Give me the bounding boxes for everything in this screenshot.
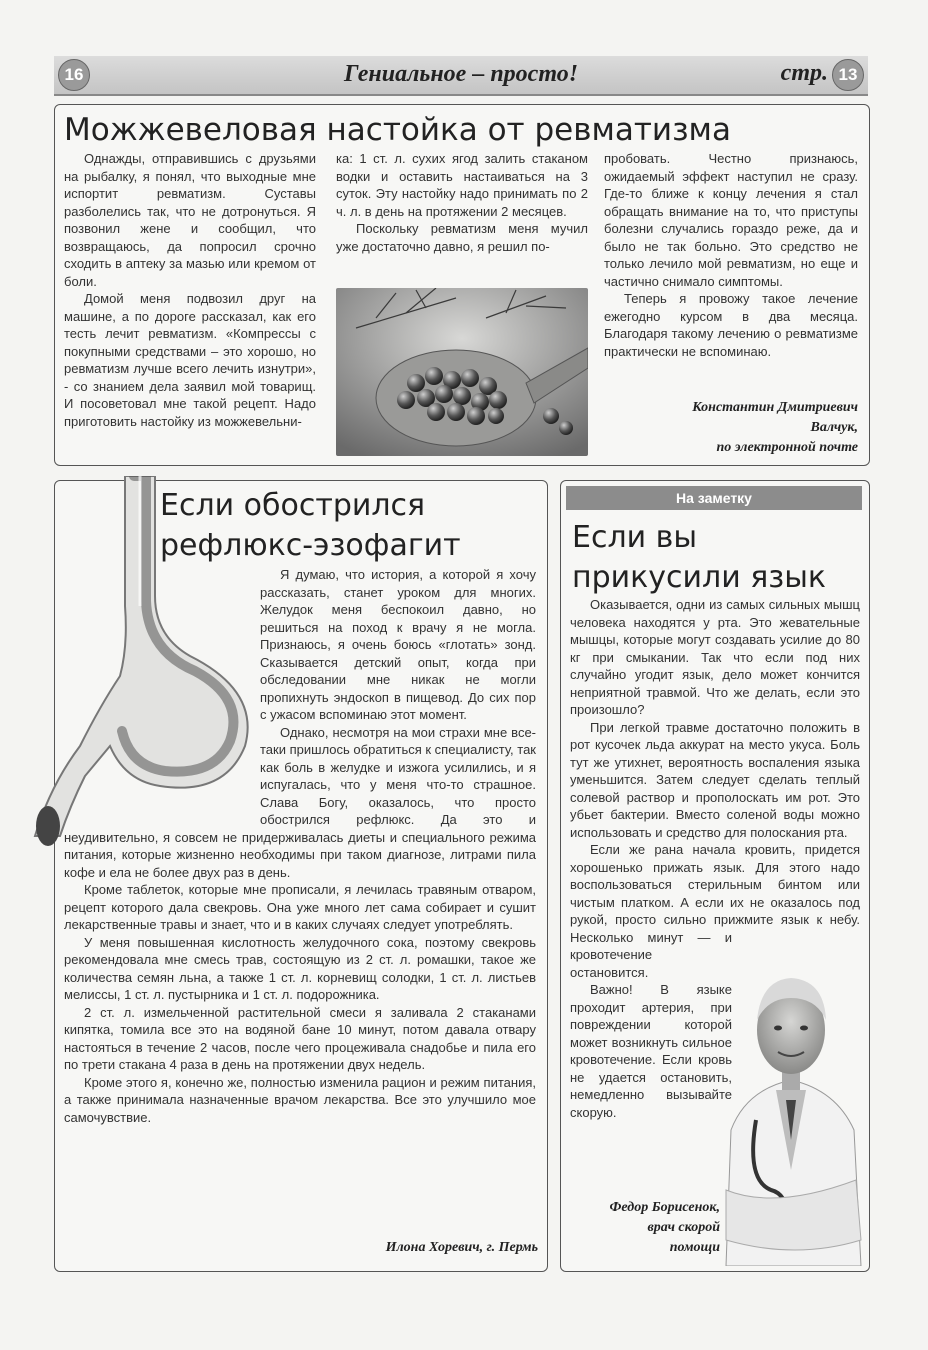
article-juniper-column-1 xyxy=(64,150,316,430)
article-reflux-title xyxy=(160,486,461,566)
title-line: Если обострился xyxy=(160,488,426,523)
article-reflux-body xyxy=(64,566,536,1126)
page-number-right: 13 xyxy=(832,59,864,91)
paragraph: У меня повышенная кислотность желудочного сока, поэтому свекровь рекомендовала мне смесь трав, состоящую из 2 ст. л. ромашки, такое же количества семян льна, а также 1 ст. л. корневищ солодки, 1 ст. л. листьев мелиссы, 1 ст. л. пустырника и 1 ст. л. подорожника. xyxy=(64,934,536,1002)
article-juniper-column-2 xyxy=(336,150,588,255)
doctor-photo xyxy=(716,940,866,1266)
author-role: врач скорой xyxy=(647,1220,720,1235)
section-title: Гениальное – просто! xyxy=(343,61,579,87)
author-name: Константин Дмитриевич xyxy=(692,400,858,415)
image-wrap-spacer xyxy=(64,566,260,816)
article-tongue-title xyxy=(572,518,826,598)
article-reflux-signature: Илона Хоревич, г. Пермь xyxy=(385,1240,538,1255)
article-juniper-title: Можжевеловая настойка от ревматизма xyxy=(64,112,731,148)
article-juniper-column-3 xyxy=(604,150,858,360)
note-tag: На заметку xyxy=(566,486,862,510)
paragraph: Поскольку ревматизм меня мучил уже достаточно давно, я решил по- xyxy=(336,221,588,254)
page-number-left: 16 xyxy=(58,59,90,91)
author-surname: Валчук, xyxy=(810,420,858,435)
author-name: Федор Борисенок, xyxy=(609,1200,720,1215)
paragraph: Однажды, отправившись с друзьями на рыбалку, я понял, что выходные мне испортит ревматизм. Суставы разболелись так, что не дотронуться. Я позвонил жене и сообщил, что возвращаюсь, да попросил срочно сходить в аптеку за мазью или кремом от боли. xyxy=(64,151,316,289)
page-header xyxy=(54,56,868,96)
paragraph: Домой меня подвозил друг на машине, а по дороге рассказал, как его тесть лечит ревматизм. «Компрессы с покупными средствами – это хорошо, но ревматизм лучше всего лечить изнутри», - со знанием дела заявил мой товарищ. И посоветовал мне такой рецепт. Надо приготовить настойку из можжевельни- xyxy=(64,291,316,429)
paragraph: пробовать. Честно признаюсь, ожидаемый эффект наступил не сразу. Где-то ближе к концу лечения я стал обращать внимание на то, что приступы болезни случались гораздо реже, да и было не так больно. Это средство не только лечило мой ревматизм, но еще и частично снимало симптомы. xyxy=(604,151,858,289)
article-tongue-signature xyxy=(560,1198,720,1258)
paragraph: Однако, несмотря на мои страхи мне все-таки пришлось обратиться к специалисту, так как боль в желудке и изжога усилились, и я испугалась, что у меня что-то страшное. Слава Богу, оказалось, что просто обострился рефлюкс. Да это и неудивительно, я совсем не придерживалась диеты и специального режима питания, которые жизненно необходимы при таком диагнозе, литрами пила кофе и ела не более двух раз в день. xyxy=(64,724,536,880)
paragraph: ка: 1 ст. л. сухих ягод залить стаканом водки и оставить настаиваться на 3 суток. Эту настойку надо принимать по 2 ч. л. в день на протяжении 2 месяцев. xyxy=(336,151,588,219)
paragraph: Кроме этого я, конечно же, полностью изменила рацион и режим питания, а также принимала назначенные врачом лекарства. Все это улучшило мое самочувствие. xyxy=(64,1074,536,1125)
article-juniper-signature xyxy=(598,398,858,458)
paragraph: Кроме таблеток, которые мне прописали, я лечилась травяным отваром, рецепт которого дала свекровь. Она уже много лет сама собирает и сушит лекарственные травы и знает, что и в каких случаях следует употреблять. xyxy=(64,882,536,932)
paragraph: Теперь я провожу такое лечение ежегодно курсом в два месяца. Благодаря такому лечению о ревматизме практически не вспоминаю. xyxy=(604,291,858,359)
page-label: стр. xyxy=(780,60,828,86)
author-source: по электронной почте xyxy=(716,440,858,455)
paragraph: Оказывается, одни из самых сильных мышц человека находятся у рта. Это жевательные мышцы, которые могут создавать усилие до 80 кг при смыкании. Так что если под них случайно угодит язык, дело может кончится неприятной травмой. Что же делать, если это произошло? xyxy=(570,597,860,717)
paragraph: 2 ст. л. измельченной растительной смеси я заливала 2 стаканами кипятка, томила все это на водяной бане 10 минут, потом давала отвару настояться в течение 2 часов, после чего процеживала снадобье и пила его по трети стакана 4 раза в день на протяжении двух недель. xyxy=(64,1004,536,1072)
paragraph: Я думаю, что история, а которой я хочу рассказать, станет уроком для многих. Желудок меня беспокоил давно, но решиться на поход к врачу я не могла. Признаюсь, я очень боюсь «глотать» зонд. Сказывается детский опыт, когда при обследовании мне никак не могли пропихнуть эндоскоп в пищевод. До сих пор с ужасом вспоминаю этот момент. xyxy=(260,567,536,722)
title-line: Если вы xyxy=(572,520,698,555)
juniper-berries-photo xyxy=(336,288,588,456)
author-role-cont: помощи xyxy=(669,1240,720,1255)
paragraph: Если же рана начала кровить, придется хорошенько прижать язык. Для этого надо воспользоваться стерильным бинтом или чистым платком. А если их не оказалось под рукой, просто сильно прижмите язык к небу. Несколько минут — и кровотечение остановится. xyxy=(570,842,860,980)
title-line: прикусили язык xyxy=(572,560,827,595)
title-line: рефлюкс-эзофагит xyxy=(160,528,461,563)
paragraph: При легкой травме достаточно положить в рот кусочек льда аккурат на место укуса. Боль тут же утихнет, вероятность воспаления языка уменьшится. Затем следует сделать теплый солевой раствор и прополоскать им рот. Это убьет бактерии. Вместо соленой воды можно использовать и средство для полоскания рта. xyxy=(570,719,860,840)
paragraph: Важно! В языке проходит артерия, при повреждении которой может возникнуть сильное кровотечение. Если кровь не удается остановить, немедленно вызывайте скорую. xyxy=(570,982,732,1120)
